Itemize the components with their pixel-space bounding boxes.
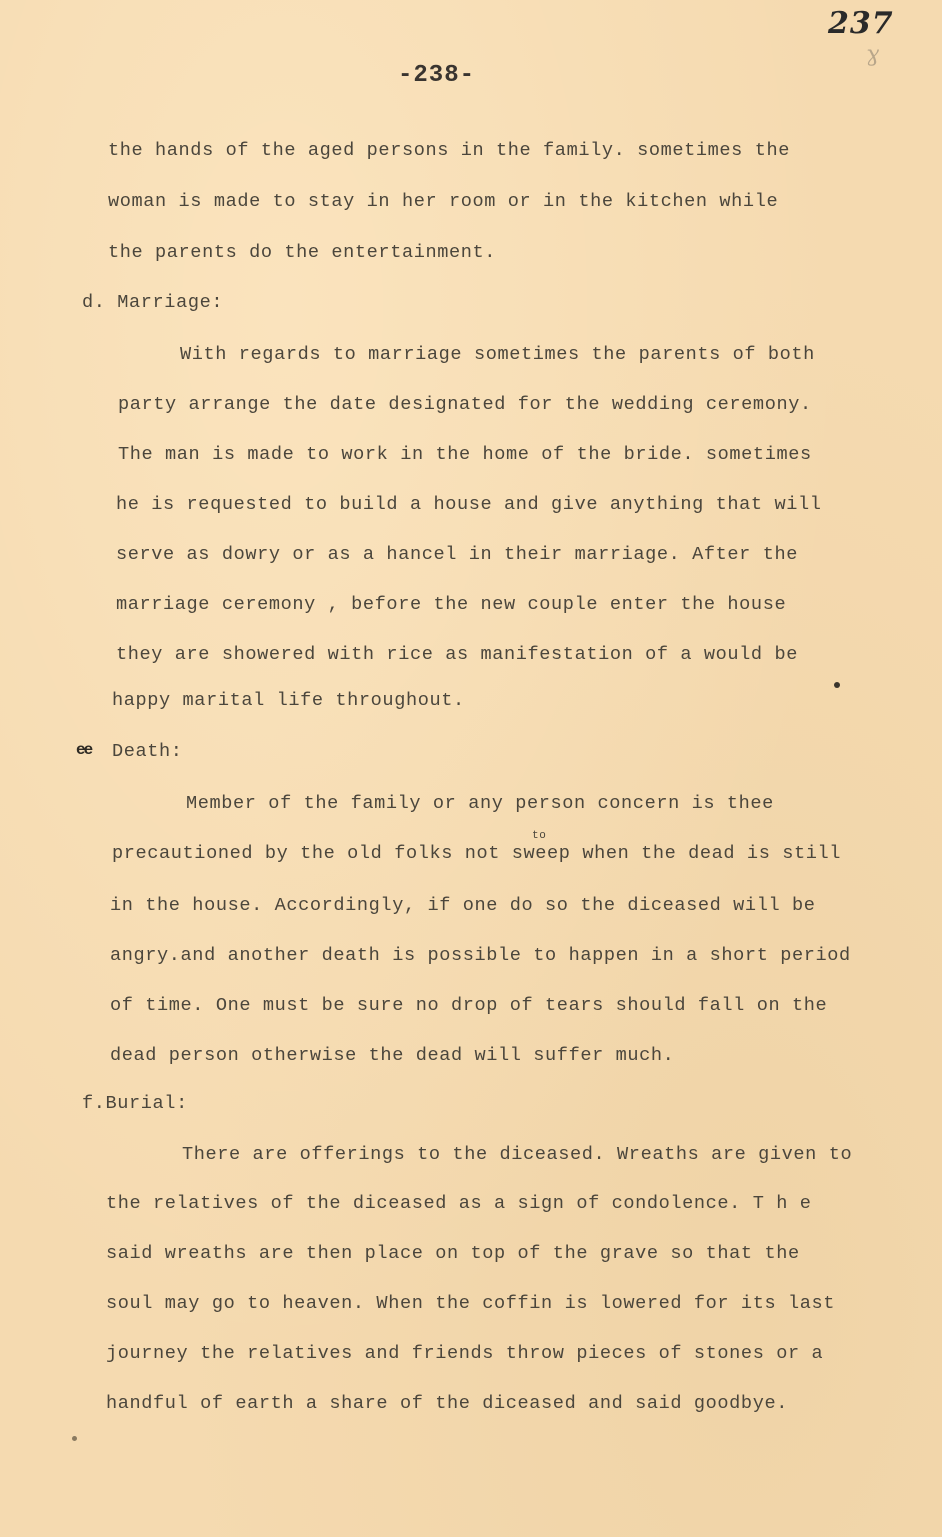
section-heading-death: Death: [112, 741, 183, 762]
text-line: in the house. Accordingly, if one do so the diceased will be [110, 895, 816, 916]
ink-blot [834, 682, 840, 688]
text-line: serve as dowry or as a hancel in their marriage. After the [116, 544, 798, 565]
handwritten-page-number: 237 [828, 6, 894, 41]
text-line: journey the relatives and friends throw pieces of stones or a [106, 1343, 824, 1364]
text-line: the parents do the entertainment. [108, 242, 497, 263]
text-line: woman is made to stay in her room or in the kitchen while [108, 191, 779, 212]
section-heading-burial: f.Burial: [82, 1093, 188, 1114]
text-line: marriage ceremony , before the new couple enter the house [116, 594, 787, 615]
text-line: Member of the family or any person concern is thee [186, 793, 774, 814]
handwritten-insert-to: to [532, 830, 547, 842]
section-heading-marriage: d. Marriage: [82, 292, 224, 313]
text-line: of time. One must be sure no drop of tears should fall on the [110, 995, 828, 1016]
text-line: the relatives of the diceased as a sign of condolence. T h e [106, 1193, 812, 1214]
text-line: party arrange the date designated for the wedding ceremony. [118, 394, 812, 415]
section-bullet-death: ee [76, 741, 92, 759]
text-line: the hands of the aged persons in the family. sometimes the [108, 140, 790, 161]
text-line: angry.and another death is possible to happen in a short period [110, 945, 851, 966]
text-line: handful of earth a share of the diceased and said goodbye. [106, 1393, 788, 1414]
text-line: he is requested to build a house and give anything that will [116, 494, 822, 515]
text-line: precautioned by the old folks not sweep when the dead is still [112, 843, 841, 864]
pencil-mark: ɣ [866, 42, 880, 67]
typed-page-number: -238- [398, 62, 476, 89]
ink-speck [72, 1436, 77, 1441]
text-line: There are offerings to the diceased. Wreaths are given to [182, 1144, 853, 1165]
text-line: said wreaths are then place on top of the grave so that the [106, 1243, 800, 1264]
text-line: With regards to marriage sometimes the parents of both [180, 344, 815, 365]
text-line: they are showered with rice as manifestation of a would be [116, 644, 798, 665]
text-line: soul may go to heaven. When the coffin is lowered for its last [106, 1293, 835, 1314]
text-line: The man is made to work in the home of the bride. sometimes [118, 444, 812, 465]
text-line: dead person otherwise the dead will suffer much. [110, 1045, 675, 1066]
text-line: happy marital life throughout. [112, 690, 465, 711]
